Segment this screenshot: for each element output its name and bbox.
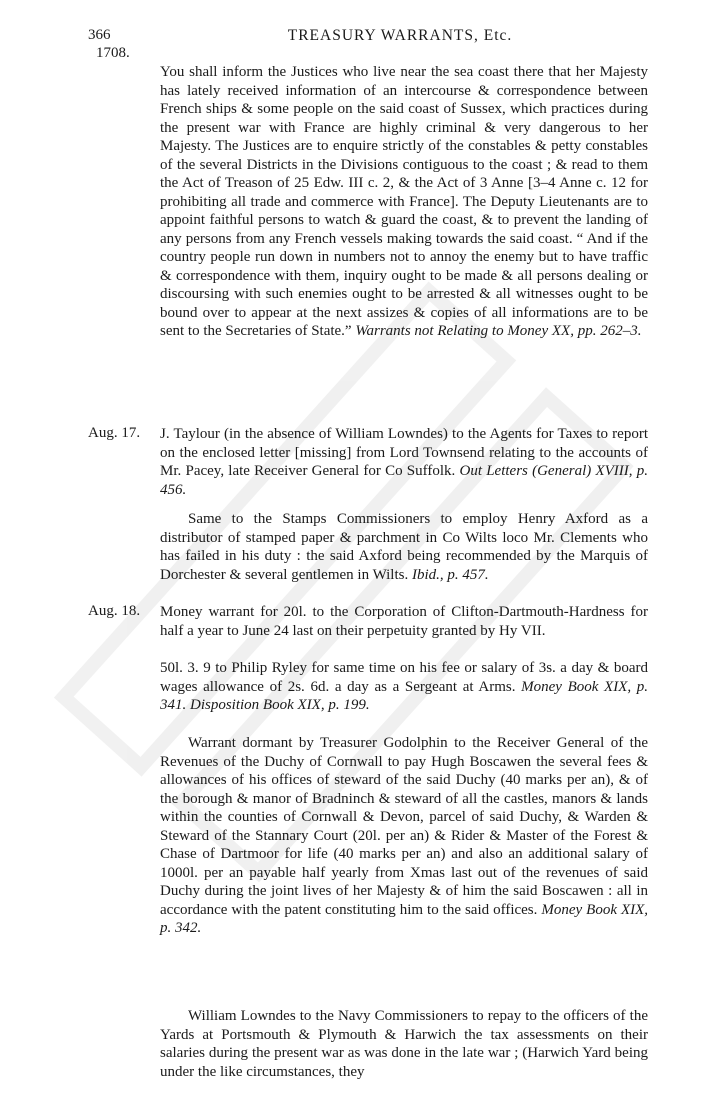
entry-stamps-commissioners [160,510,648,584]
entry-date: Aug. 18. [88,603,141,619]
entry-text: Same to the Stamps Commissioners to employ Henry Axford as a distributor of stamped paper & parchment in Co Wilts loco Mr. Clements who has failed in his duty : the said Axford being recommended by the Marquis of Dorchester & several gentlemen in Wilts. [160,511,648,583]
entry-date: Aug. 17. [88,425,141,441]
year-margin: 1708. [96,45,130,61]
entry-money-warrant-clifton [160,603,648,640]
entry-reference: Warrants not Relating to Money XX, pp. 262–3. [355,323,642,339]
entry-text: J. Taylour (in the absence of William Lowndes) to the Agents for Taxes to report on the enclosed letter [missing] from Lord Townsend relating to the accounts of Mr. Pacey, late Receiver General for Co Suffolk. [160,426,648,479]
entry-agents-for-taxes [160,425,648,499]
entry-reference: Ibid., p. 457. [411,566,489,583]
entry-text: Money warrant for 20l. to the Corporation of Clifton-Dartmouth-Hardness for half a year to June 24 last on their perpetuity granted by Hy VII. [160,604,648,639]
entry-text: William Lowndes to the Navy Commissioners to repay to the officers of the Yards at Portsmouth & Plymouth & Harwich the tax assessments on their salaries during the present war as was done in the late war ; (Harwich Yard being under the like circumstances, they [160,1008,648,1080]
entry-philip-ryley [160,659,648,715]
entry-navy-commissioners [160,1007,648,1081]
entry-warrant-dormant-godolphin [160,734,648,938]
entry-reference: Money Book XIX, p. 341. Disposition Book XIX, p. 199. [160,678,649,713]
entry-text: 50l. 3. 9 to Philip Ryley for same time on his fee or salary of 3s. a day & board wages allowance of 2s. 6d. a day as a Sergeant at Arms. [160,660,648,695]
running-title: TREASURY WARRANTS, Etc. [287,27,513,44]
page-number: 366 [88,27,111,43]
entry-text: You shall inform the Justices who live near the sea coast there that her Majesty has lately received information of an intercourse & correspondence between French ships & some people on the said coast of Sussex, which practices during the present war with France are highly criminal & very dangerous to her Majesty. The Justices are to enquire strictly of the constables & petty constables of the several Districts in the Divisions contiguous to the coast ; & read to them the Act of Treason of 25 Edw. III c. 2, & the Act of 3 Anne [3–4 Anne c. 12 for prohibiting all trade and commerce with France]. The Deputy Lieutenants are to appoint faithful persons to watch & guard the coast, & to prevent the landing of any persons from any French vessels making towards the said coast. “ And if the country people run down in numbers not to annoy the enemy but to have traffic & correspondence with them, inquiry ought to be made & all persons dealing or discoursing with such enemies ought to be arrested & all witnesses ought to be bound over to appear at the next assizes & copies of all informations are to be sent to the Secretaries of State.” [160,64,648,339]
entry-sussex-coast [160,63,648,341]
entry-reference: Money Book XIX, p. 342. [160,901,649,936]
entry-text: Warrant dormant by Treasurer Godolphin to the Receiver General of the Revenues of the Duchy of Cornwall to pay Hugh Boscawen the several fees & allowances of his offices of steward of the said Duchy (40 marks per an), & of the borough & manor of Bradninch & steward of all the castles, manors & lands within the counties of Cornwall & Devon, parcel of said Duchy, & Warden & Steward of the Stannary Court (20l. per an) & Rider & Master of the Forest & Chase of Dartmoor for life (40 marks per an) and also an additional salary of 1000l. per an payable half yearly from Xmas last out of the revenues of said Duchy during the joint lives of her Majesty & of him the said Boscawen : all in accordance with the patent constituting him to the said offices. [160,735,648,918]
entry-reference: Out Letters (General) XVIII, p. 456. [160,463,648,498]
